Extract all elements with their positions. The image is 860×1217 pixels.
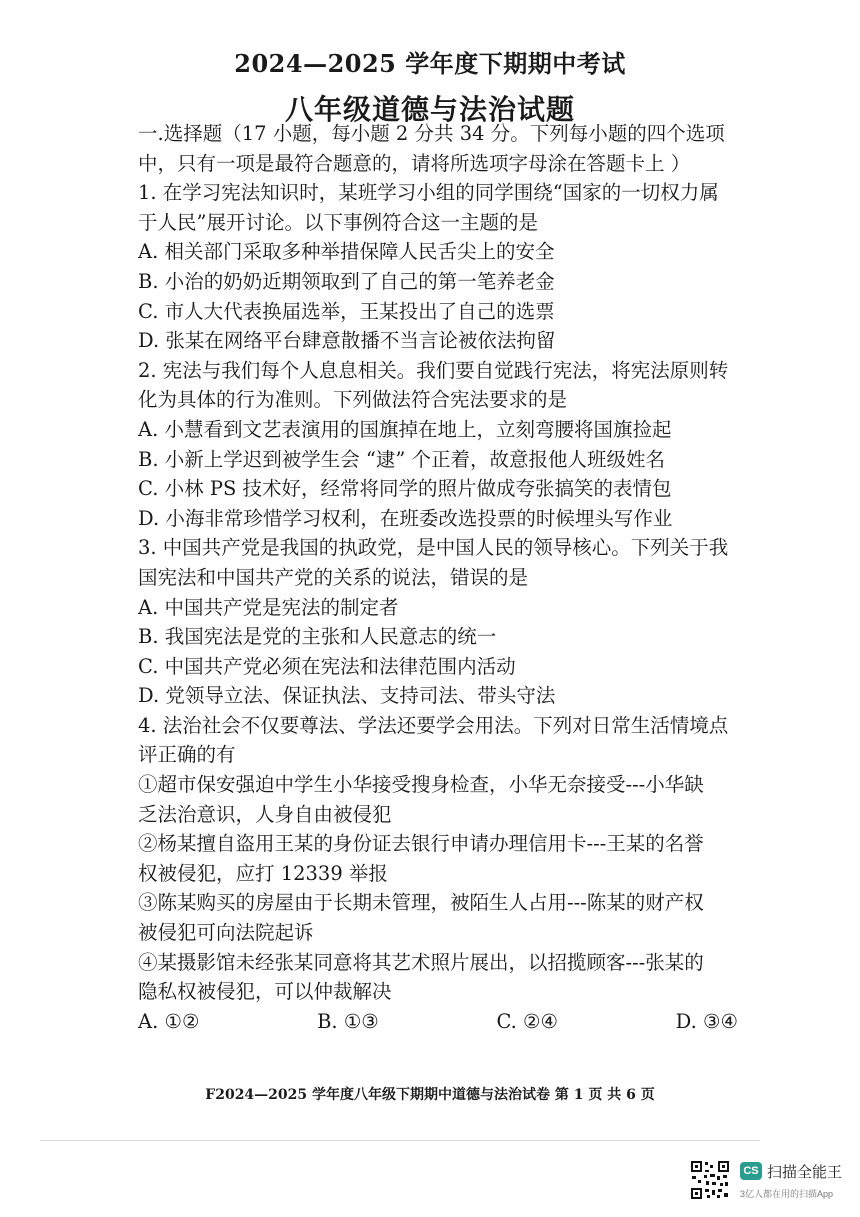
camscanner-logo-icon: CS [740,1162,762,1180]
camscanner-name: 扫描全能王 [767,1164,843,1181]
statement-2-cont: 权被侵犯，应打 12339 举报 [138,861,388,885]
statement-1-cont: 乏法治意识，人身自由被侵犯 [138,802,392,826]
question-stem: 化为具体的行为准则。下列做法符合宪法要求的是 [138,388,568,412]
choice-d: D. ③④ [675,1009,738,1033]
statement-1: ①超市保安强迫中学生小华接受搜身检查，小华无奈接受---小华缺 [138,773,704,797]
question-1 [138,178,750,356]
exam-subtitle: 八年级道德与法治试题 [284,93,575,126]
option-d: D. 党领导立法、保证执法、支持司法、带头守法 [138,684,556,708]
question-stem: 于人民”展开讨论。以下事例符合这一主题的是 [138,210,538,234]
qr-code-icon [690,1160,730,1200]
camscanner-tagline: 3亿人都在用的扫描App [740,1189,834,1199]
choice-a: A. ①② [138,1009,200,1033]
question-stem: 2. 宪法与我们每个人息息相关。我们要自觉践行宪法，将宪法原则转 [138,358,729,382]
instruction-line: 中，只有一项是最符合题意的，请将所选项字母涂在答题卡上 ） [138,151,691,175]
exam-title: 2024—2025 学年度下期期中考试 [234,49,626,78]
instruction-line: 一.选择题（17 小题，每小题 2 分共 34 分。下列每小题的四个选项 [138,122,725,145]
question-4 [138,711,750,1037]
question-stem: 3. 中国共产党是我国的执政党，是中国人民的领导核心。下列关于我 [138,536,729,560]
section-instructions [138,119,750,178]
option-a: A. 相关部门采取多种举措保障人民舌尖上的安全 [138,240,555,264]
option-c: C. 中国共产党必须在宪法和法律范围内活动 [138,654,516,678]
question-3 [138,533,750,711]
statement-3-cont: 被侵犯可向法院起诉 [138,921,314,945]
statement-4-cont: 隐私权被侵犯，可以仲裁解决 [138,980,392,1004]
option-b: B. 我国宪法是党的主张和人民意志的统一 [138,625,497,649]
question-stem: 1. 在学习宪法知识时，某班学习小组的同学围绕“国家的一切权力属 [138,181,719,205]
option-b: B. 小治的奶奶近期领取到了自己的第一笔养老金 [138,269,555,293]
option-b: B. 小新上学迟到被学生会 “逮” 个正着，故意报他人班级姓名 [138,447,666,471]
question-stem: 4. 法治社会不仅要尊法、学法还要学会用法。下列对日常生活情境点 [138,713,729,737]
statement-3: ③陈某购买的房屋由于长期未管理，被陌生人占用---陈某的财产权 [138,891,704,915]
statement-4: ④某摄影馆未经张某同意将其艺术照片展出，以招揽顾客---张某的 [138,950,704,974]
question-2 [138,356,750,534]
exam-body [138,119,750,1036]
option-d: D. 小海非常珍惜学习权利，在班委改选投票的时候埋头写作业 [138,506,673,530]
option-a: A. 小慧看到文艺表演用的国旗掉在地上，立刻弯腰将国旗捡起 [138,417,672,441]
page-footer: F2024—2025 学年度八年级下期期中道德与法治试卷 第 1 页 共 6 页 [205,1087,655,1103]
question-stem: 评正确的有 [138,743,236,767]
option-a: A. 中国共产党是宪法的制定者 [138,595,399,619]
scan-divider [40,1140,760,1141]
question-stem: 国宪法和中国共产党的关系的说法，错误的是 [138,565,529,589]
answer-choices [138,1007,738,1037]
option-d: D. 张某在网络平台肆意散播不当言论被依法拘留 [138,329,556,353]
choice-c: C. ②④ [496,1009,559,1033]
choice-b: B. ①③ [317,1009,379,1033]
option-c: C. 小林 PS 技术好，经常将同学的照片做成夸张搞笑的表情包 [138,477,672,501]
statement-2: ②杨某擅自盗用王某的身份证去银行申请办理信用卡---王某的名誉 [138,832,704,856]
option-c: C. 市人大代表换届选举，王某投出了自己的选票 [138,299,555,323]
